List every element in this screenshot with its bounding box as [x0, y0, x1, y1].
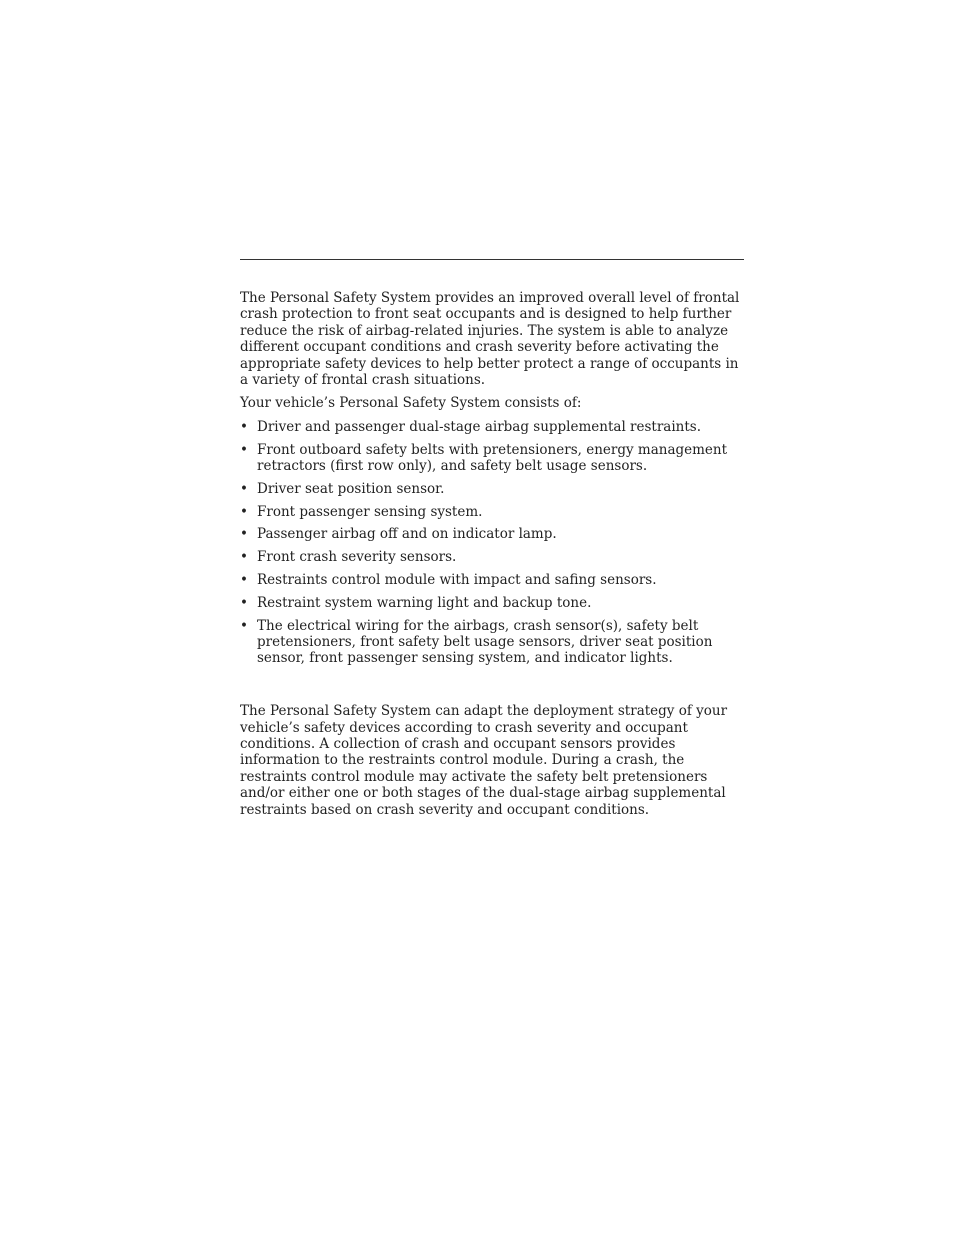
section-spacer: [240, 673, 744, 703]
bullet-icon: •: [240, 418, 248, 435]
list-item: [240, 504, 744, 520]
list-item-text: Front passenger sensing system.: [257, 503, 483, 520]
bullet-icon: •: [240, 594, 248, 611]
list-item-text: The electrical wiring for the airbags, crash sensor(s), safety belt pretensioners, front safety belt usage sensors, driver seat position sensor, front passenger sensing system, and indicator lights.: [257, 617, 713, 667]
bullet-icon: •: [240, 503, 248, 520]
list-item: [240, 442, 744, 475]
components-list: [240, 419, 744, 667]
list-item-text: Front outboard safety belts with pretensioners, energy management retractors (first row only), and safety belt usage sensors.: [257, 441, 728, 475]
adapt-paragraph: The Personal Safety System can adapt the deployment strategy of your vehicle’s safety devices according to crash severity and occupant conditions. A collection of crash and occupant sensors provides information to the restraints control module. During a crash, the restraints control module may activate the safety belt pretensioners and/or either one or both stages of the dual-stage airbag supplemental restraints based on crash severity and occupant conditions.: [240, 703, 728, 818]
list-item: [240, 549, 744, 565]
list-item: [240, 595, 744, 611]
list-item-text: Restraint system warning light and backup tone.: [257, 594, 592, 611]
list-item-text: Restraints control module with impact and safing sensors.: [257, 572, 657, 589]
list-item-text: Driver seat position sensor.: [257, 480, 445, 497]
bullet-icon: •: [240, 526, 248, 543]
bullet-icon: •: [240, 549, 248, 566]
list-item: [240, 572, 744, 588]
section-divider: [240, 259, 744, 260]
list-item: [240, 419, 744, 435]
consists-of-paragraph: Your vehicle’s Personal Safety System consists of:: [240, 395, 582, 412]
intro-paragraph: The Personal Safety System provides an improved overall level of frontal crash protection to front seat occupants and is designed to help further reduce the risk of airbag-related injuries. The system is able to analyze different occupant conditions and crash severity before activating the appropriate safety devices to help better protect a range of occupants in a variety of frontal crash situations.: [240, 290, 740, 389]
bullet-icon: •: [240, 441, 248, 458]
page-body: [240, 290, 744, 825]
list-item: [240, 618, 744, 667]
list-item-text: Driver and passenger dual-stage airbag supplemental restraints.: [257, 418, 702, 435]
list-item-text: Passenger airbag off and on indicator lamp.: [257, 526, 557, 543]
bullet-icon: •: [240, 572, 248, 589]
bullet-icon: •: [240, 480, 248, 497]
list-item: [240, 481, 744, 497]
bullet-icon: •: [240, 617, 248, 634]
list-item: [240, 526, 744, 542]
list-item-text: Front crash severity sensors.: [257, 549, 457, 566]
